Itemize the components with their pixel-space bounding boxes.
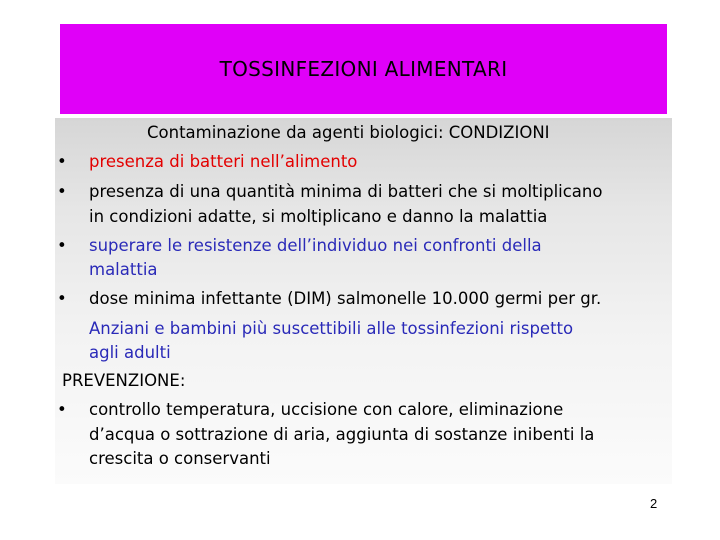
bullet-marker: • xyxy=(57,289,67,308)
note-line-1: Anziani e bambini più suscettibili alle tossinfezioni rispetto xyxy=(89,319,574,338)
condition-2-line-1: presenza di una quantità minima di batteri che si moltiplicano xyxy=(89,182,603,201)
bullet-marker: • xyxy=(57,152,67,171)
title-banner xyxy=(60,24,667,114)
condition-2-line-2: in condizioni adatte, si moltiplicano e danno la malattia xyxy=(89,207,548,226)
condition-1-line-1: presenza di batteri nell’alimento xyxy=(89,152,358,171)
prevention-line-2: d’acqua o sottrazione di aria, aggiunta di sostanze inibenti la xyxy=(89,425,595,444)
prevention-heading: PREVENZIONE: xyxy=(62,371,186,390)
bullet-marker: • xyxy=(57,236,67,255)
bullet-marker: • xyxy=(57,400,67,419)
bullet-marker: • xyxy=(57,182,67,201)
condition-4-line-1: dose minima infettante (DIM) salmonelle 10.000 germi per gr. xyxy=(89,289,602,308)
note-line-2: agli adulti xyxy=(89,343,171,362)
condition-3-line-2: malattia xyxy=(89,260,158,279)
page-number: 2 xyxy=(650,496,658,511)
prevention-line-3: crescita o conservanti xyxy=(89,449,271,468)
section-subtitle: Contaminazione da agenti biologici: CONDIZIONI xyxy=(147,123,550,142)
condition-3-line-1: superare le resistenze dell’individuo nei confronti della xyxy=(89,236,542,255)
prevention-line-1: controllo temperatura, uccisione con calore, eliminazione xyxy=(89,400,564,419)
slide-title: TOSSINFEZIONI ALIMENTARI xyxy=(219,57,508,81)
